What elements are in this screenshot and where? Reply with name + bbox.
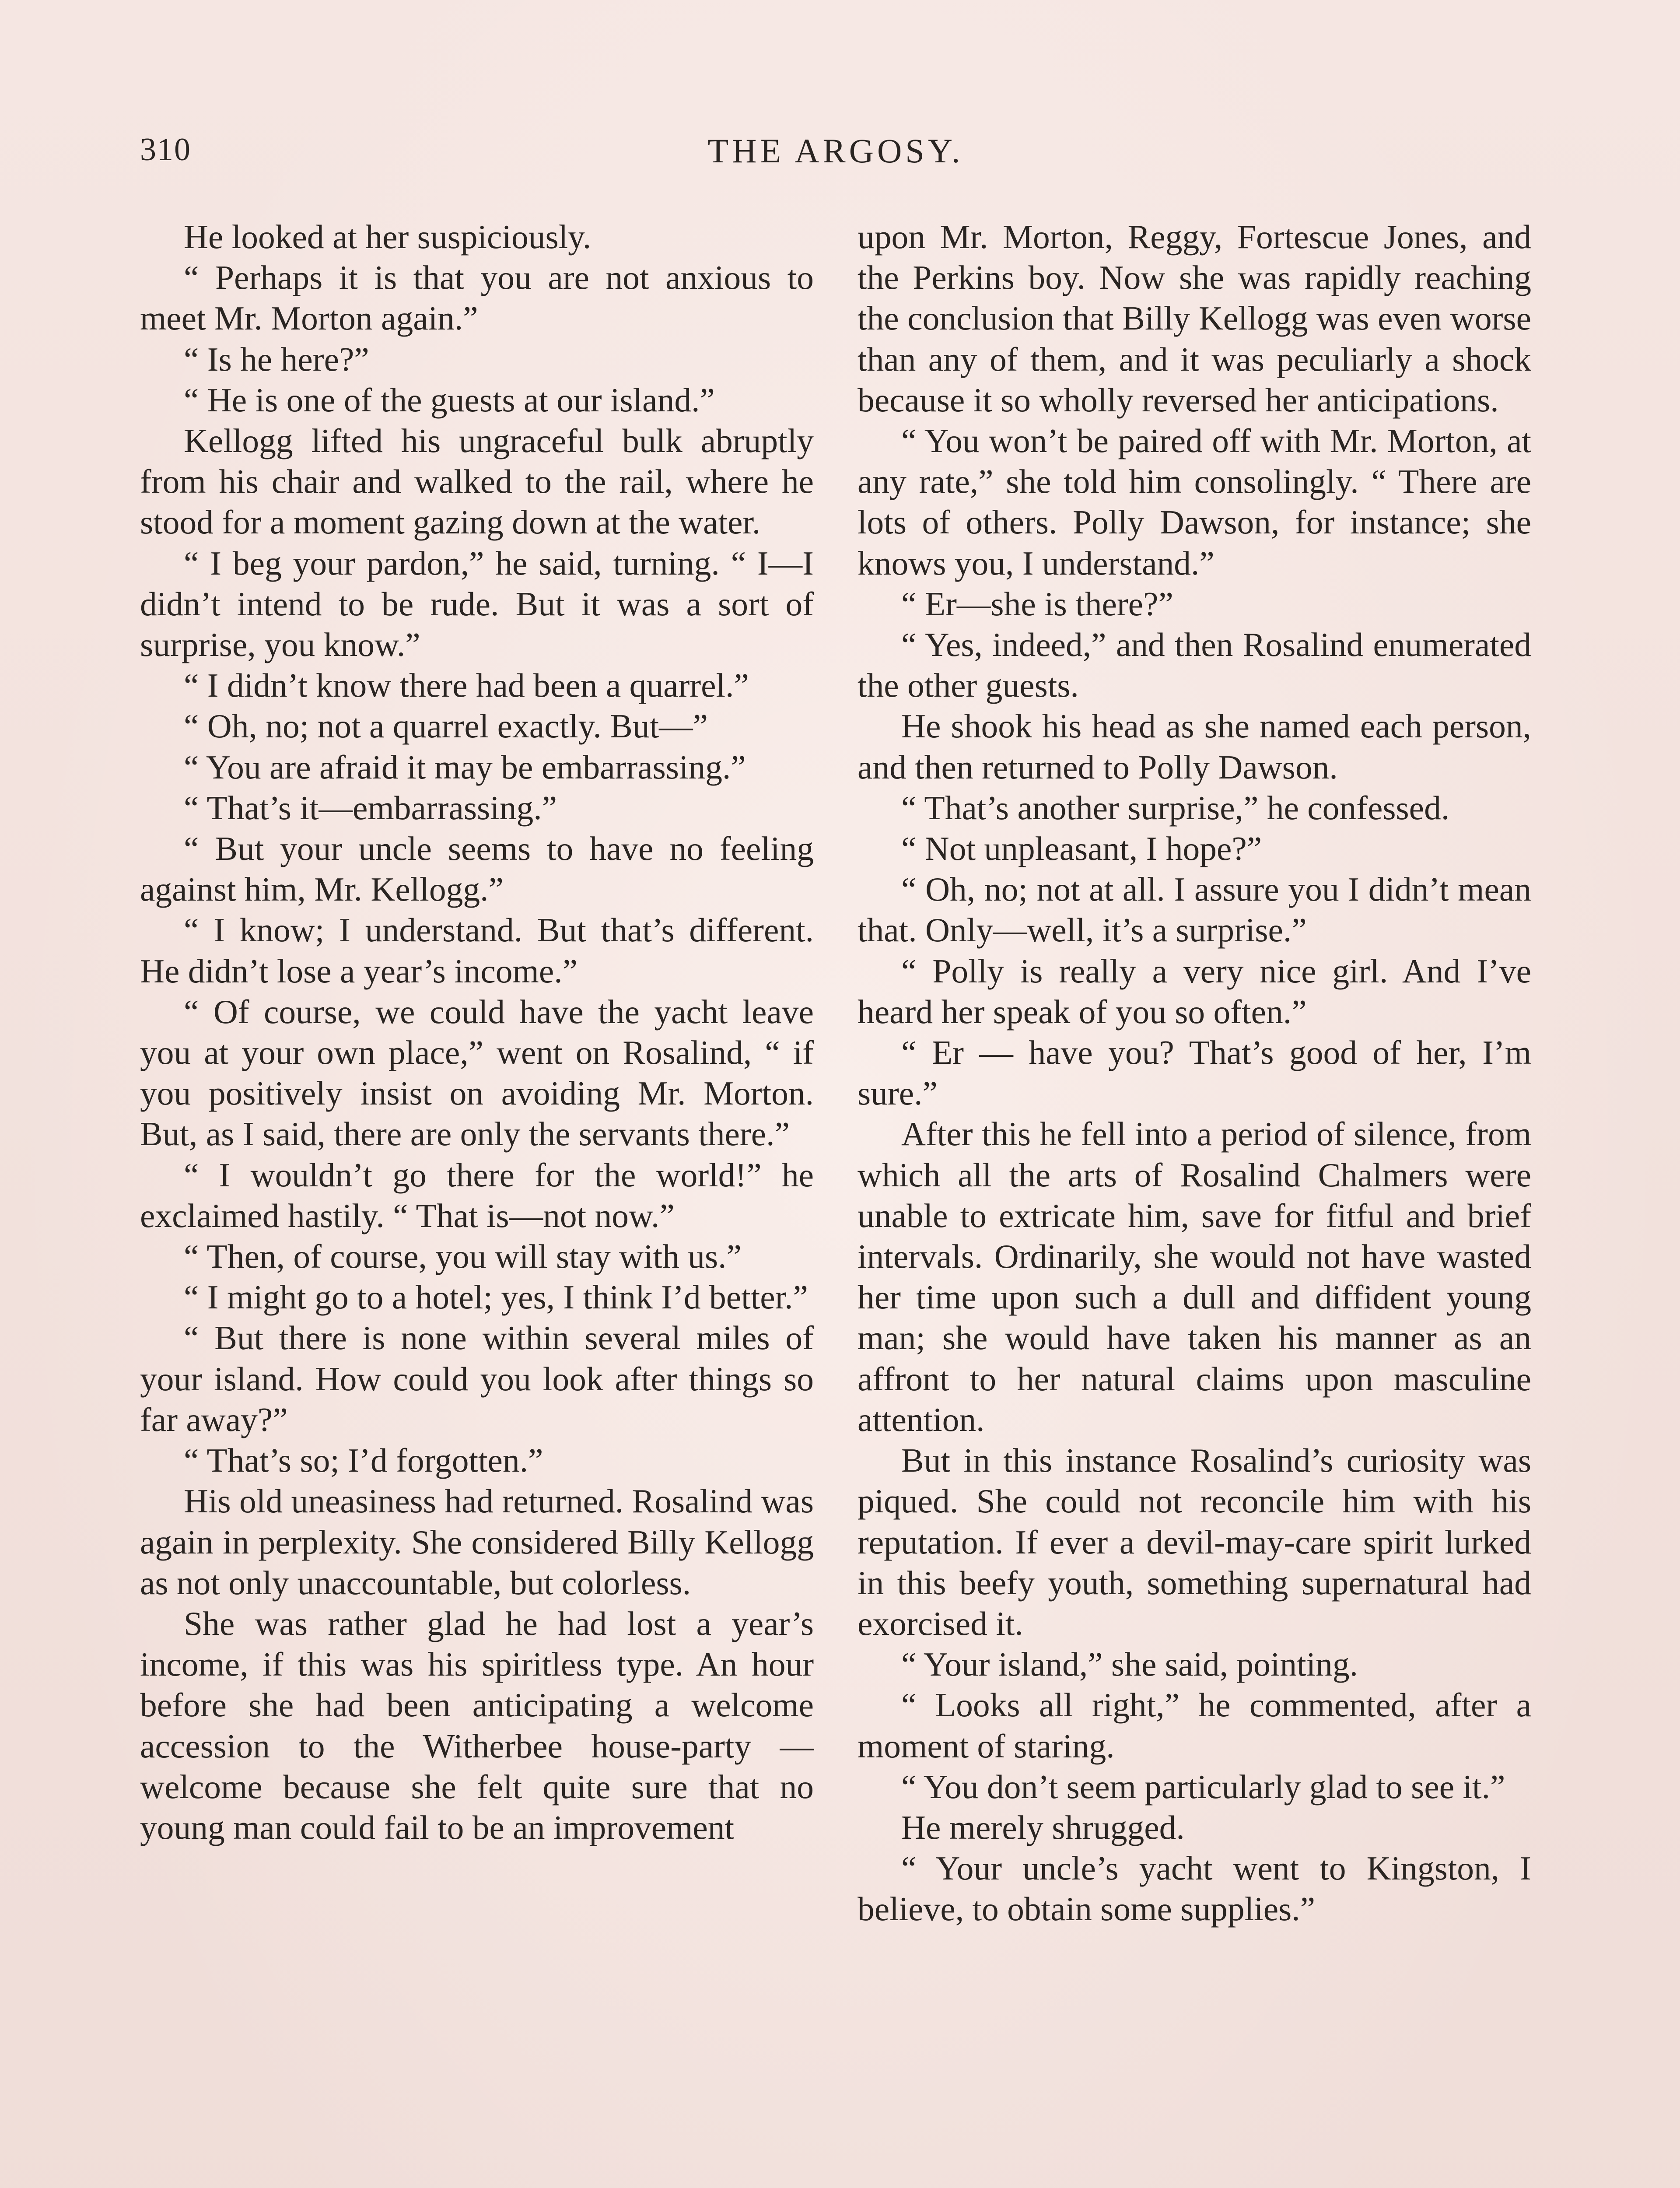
paragraph: But in this instance Rosalind’s curiosity was piqued. She could not reconcile him with his reputation. If ever a devil-may-care spirit lurked in this beefy youth, something supernatural had exorcised it. bbox=[858, 1441, 1531, 1642]
paragraph: “ Your island,” she said, pointing. bbox=[901, 1645, 1358, 1683]
page-number: 310 bbox=[140, 132, 191, 168]
right-column bbox=[858, 217, 1531, 1930]
paragraph: “ You are afraid it may be embarrassing.” bbox=[184, 748, 746, 786]
paragraph: “ Is he here?” bbox=[184, 340, 369, 378]
paragraph: “ I didn’t know there had been a quarrel.” bbox=[184, 666, 749, 705]
paragraph: “ You won’t be paired off with Mr. Morton, at any rate,” she told him consolingly. “ There are lots of others. Polly Dawson, for instance; she knows you, I understand.” bbox=[858, 422, 1531, 582]
paragraph: “ That’s it—embarrassing.” bbox=[184, 789, 557, 827]
paragraph: “ Polly is really a very nice girl. And I’ve heard her speak of you so often.” bbox=[858, 952, 1531, 1031]
paragraph: “ I might go to a hotel; yes, I think I’d better.” bbox=[184, 1278, 808, 1316]
paragraph-continuation: upon Mr. Morton, Reggy, Fortescue Jones, and the Perkins boy. Now she was rapidly reaching the conclusion that Billy Kellogg was even worse than any of them, and it was peculiarly a shock because it so wholly reversed her anticipations. bbox=[858, 218, 1531, 419]
paragraph: “ Oh, no; not a quarrel exactly. But—” bbox=[184, 707, 708, 745]
paragraph: “ Not unpleasant, I hope?” bbox=[901, 830, 1262, 868]
paragraph: She was rather glad he had lost a year’s income, if this was his spiritless type. An hour before she had been anticipating a welcome accession to the Witherbee house-party — welcome because she felt quite sure that no young man could fail to be an improvement bbox=[140, 1604, 814, 1846]
left-column bbox=[140, 217, 814, 1848]
paragraph: He looked at her suspiciously. bbox=[184, 218, 592, 256]
paragraph: “ Of course, we could have the yacht leave you at your own place,” went on Rosalind, “ if you positively insist on avoiding Mr. Morton. But, as I said, there are only the servants there.” bbox=[140, 992, 814, 1153]
paragraph: “ You don’t seem particularly glad to see it.” bbox=[901, 1767, 1505, 1806]
page-header bbox=[140, 131, 1531, 184]
paragraph: Kellogg lifted his ungraceful bulk abruptly from his chair and walked to the rail, where he stood for a moment gazing down at the water. bbox=[140, 422, 814, 541]
paragraph: His old uneasiness had returned. Rosalind was again in perplexity. She considered Billy Kellogg as not only unaccountable, but colorless. bbox=[140, 1482, 814, 1602]
paragraph: “ But there is none within several miles of your island. How could you look after things so far away?” bbox=[140, 1319, 814, 1438]
paragraph: “ He is one of the guests at our island.” bbox=[184, 381, 715, 419]
paragraph: After this he fell into a period of silence, from which all the arts of Rosalind Chalmers were unable to extricate him, save for fitful and brief intervals. Ordinarily, she would not have wasted her time upon such a dull and diffident young man; she would have taken his manner as an affront to her natural claims upon masculine attention. bbox=[858, 1115, 1531, 1438]
paragraph: “ Oh, no; not at all. I assure you I didn’t mean that. Only—well, it’s a surprise.” bbox=[858, 870, 1531, 949]
paragraph: “ Er—she is there?” bbox=[901, 585, 1173, 623]
paragraph: “ Your uncle’s yacht went to Kingston, I believe, to obtain some supplies.” bbox=[858, 1849, 1531, 1928]
paragraph: “ That’s another surprise,” he confessed. bbox=[901, 789, 1450, 827]
paragraph: He merely shrugged. bbox=[901, 1808, 1185, 1846]
paragraph: “ Er — have you? That’s good of her, I’m sure.” bbox=[858, 1034, 1531, 1112]
paragraph: “ I know; I understand. But that’s different. He didn’t lose a year’s income.” bbox=[140, 911, 814, 990]
paragraph: “ I wouldn’t go there for the world!” he exclaimed hastily. “ That is—not now.” bbox=[140, 1156, 814, 1234]
paragraph: “ Looks all right,” he commented, after a moment of staring. bbox=[858, 1686, 1531, 1765]
paragraph: “ I beg your pardon,” he said, turning. “ I—I didn’t intend to be rude. But it was a sort of surprise, you know.” bbox=[140, 544, 814, 664]
paragraph: “ Yes, indeed,” and then Rosalind enumerated the other guests. bbox=[858, 626, 1531, 705]
paragraph: “ But your uncle seems to have no feeling against him, Mr. Kellogg.” bbox=[140, 830, 814, 908]
paragraph: He shook his head as she named each person, and then returned to Polly Dawson. bbox=[858, 707, 1531, 786]
paragraph: “ Perhaps it is that you are not anxious to meet Mr. Morton again.” bbox=[140, 259, 814, 337]
paragraph: “ Then, of course, you will stay with us.” bbox=[184, 1238, 742, 1276]
paragraph: “ That’s so; I’d forgotten.” bbox=[184, 1441, 543, 1480]
running-head: THE ARGOSY. bbox=[707, 132, 964, 170]
